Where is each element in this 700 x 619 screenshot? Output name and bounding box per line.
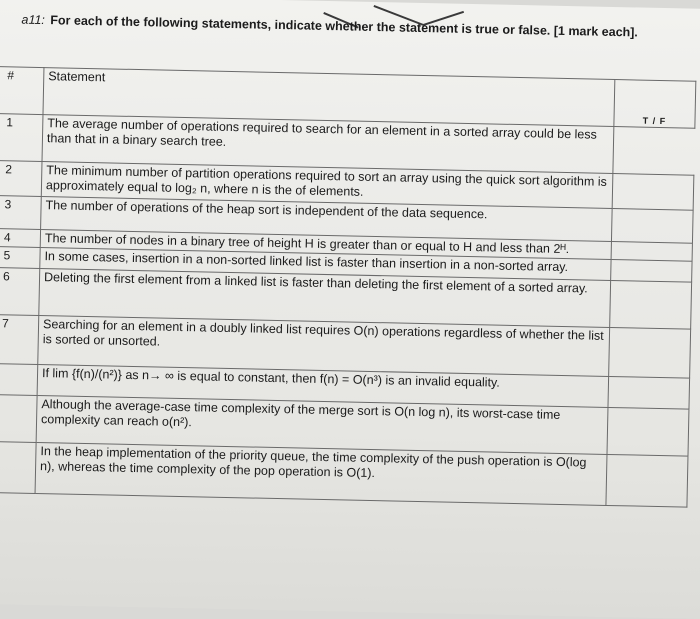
- question-number: a11:: [21, 12, 46, 28]
- header-statement: Statement: [43, 68, 615, 127]
- answer-cell[interactable]: [611, 208, 693, 243]
- row-number: 4: [0, 229, 41, 248]
- row-statement: If lim {f(n)/(n²)} as n→ ∞ is equal to constant, then f(n) = O(n³) is an invalid equality.: [37, 364, 609, 407]
- row-statement: The average number of operations required to search for an element in a sorted array could be less than that in a binary search tree.: [42, 115, 614, 174]
- row-statement: In the heap implementation of the priority queue, the time complexity of the push operation is O(log n), whereas the time complexity of the pop operation is O(1).: [35, 442, 607, 505]
- answer-cell[interactable]: [606, 454, 688, 507]
- answer-cell[interactable]: [609, 327, 691, 378]
- row-statement: Searching for an element in a doubly linked list requires O(n) operations regardless of whether the list is sorted or unsorted.: [38, 316, 610, 377]
- row-statement: Although the average-case time complexity of the merge sort is O(n log n), its worst-case time complexity can reach o(n²).: [36, 395, 608, 454]
- answer-cell[interactable]: [607, 407, 689, 456]
- answer-cell[interactable]: [611, 259, 692, 282]
- answer-cell[interactable]: [610, 280, 692, 329]
- row-number: 2: [0, 161, 42, 197]
- row-statement: In some cases, insertion in a non-sorted linked list is faster than insertion in a non-sorted array.: [40, 248, 611, 281]
- row-number: 3: [0, 196, 41, 230]
- row-number: 1: [0, 114, 43, 162]
- row-statement: The number of nodes in a binary tree of height H is greater than or equal to H and less than 2ᴴ.: [40, 230, 611, 260]
- row-number: 5: [0, 247, 40, 269]
- row-number: [0, 364, 38, 396]
- answer-cell[interactable]: [612, 174, 694, 211]
- header-number: #: [0, 67, 44, 115]
- row-number: 6: [0, 268, 40, 316]
- row-number: 7: [0, 315, 39, 365]
- answer-cell[interactable]: [608, 376, 690, 409]
- row-statement: The number of operations of the heap sort is independent of the data sequence.: [41, 197, 613, 242]
- row-statement: Deleting the first element from a linked list is faster than deleting the first element of a sorted array.: [39, 269, 611, 328]
- header-tf-label: T / F: [642, 115, 667, 127]
- header-true-false: [614, 80, 696, 129]
- answer-cell[interactable]: [611, 241, 692, 261]
- true-false-table: [0, 66, 696, 508]
- question-text: For each of the following statements, indicate whether the statement is true or false. [1 mark each].: [50, 13, 639, 40]
- row-number: [0, 442, 36, 494]
- row-number: [0, 395, 37, 443]
- row-statement: The minimum number of partition operations required to sort an array using the quick sort algorithm is approximately equal to log₂ n, where n is the of elements.: [41, 162, 613, 209]
